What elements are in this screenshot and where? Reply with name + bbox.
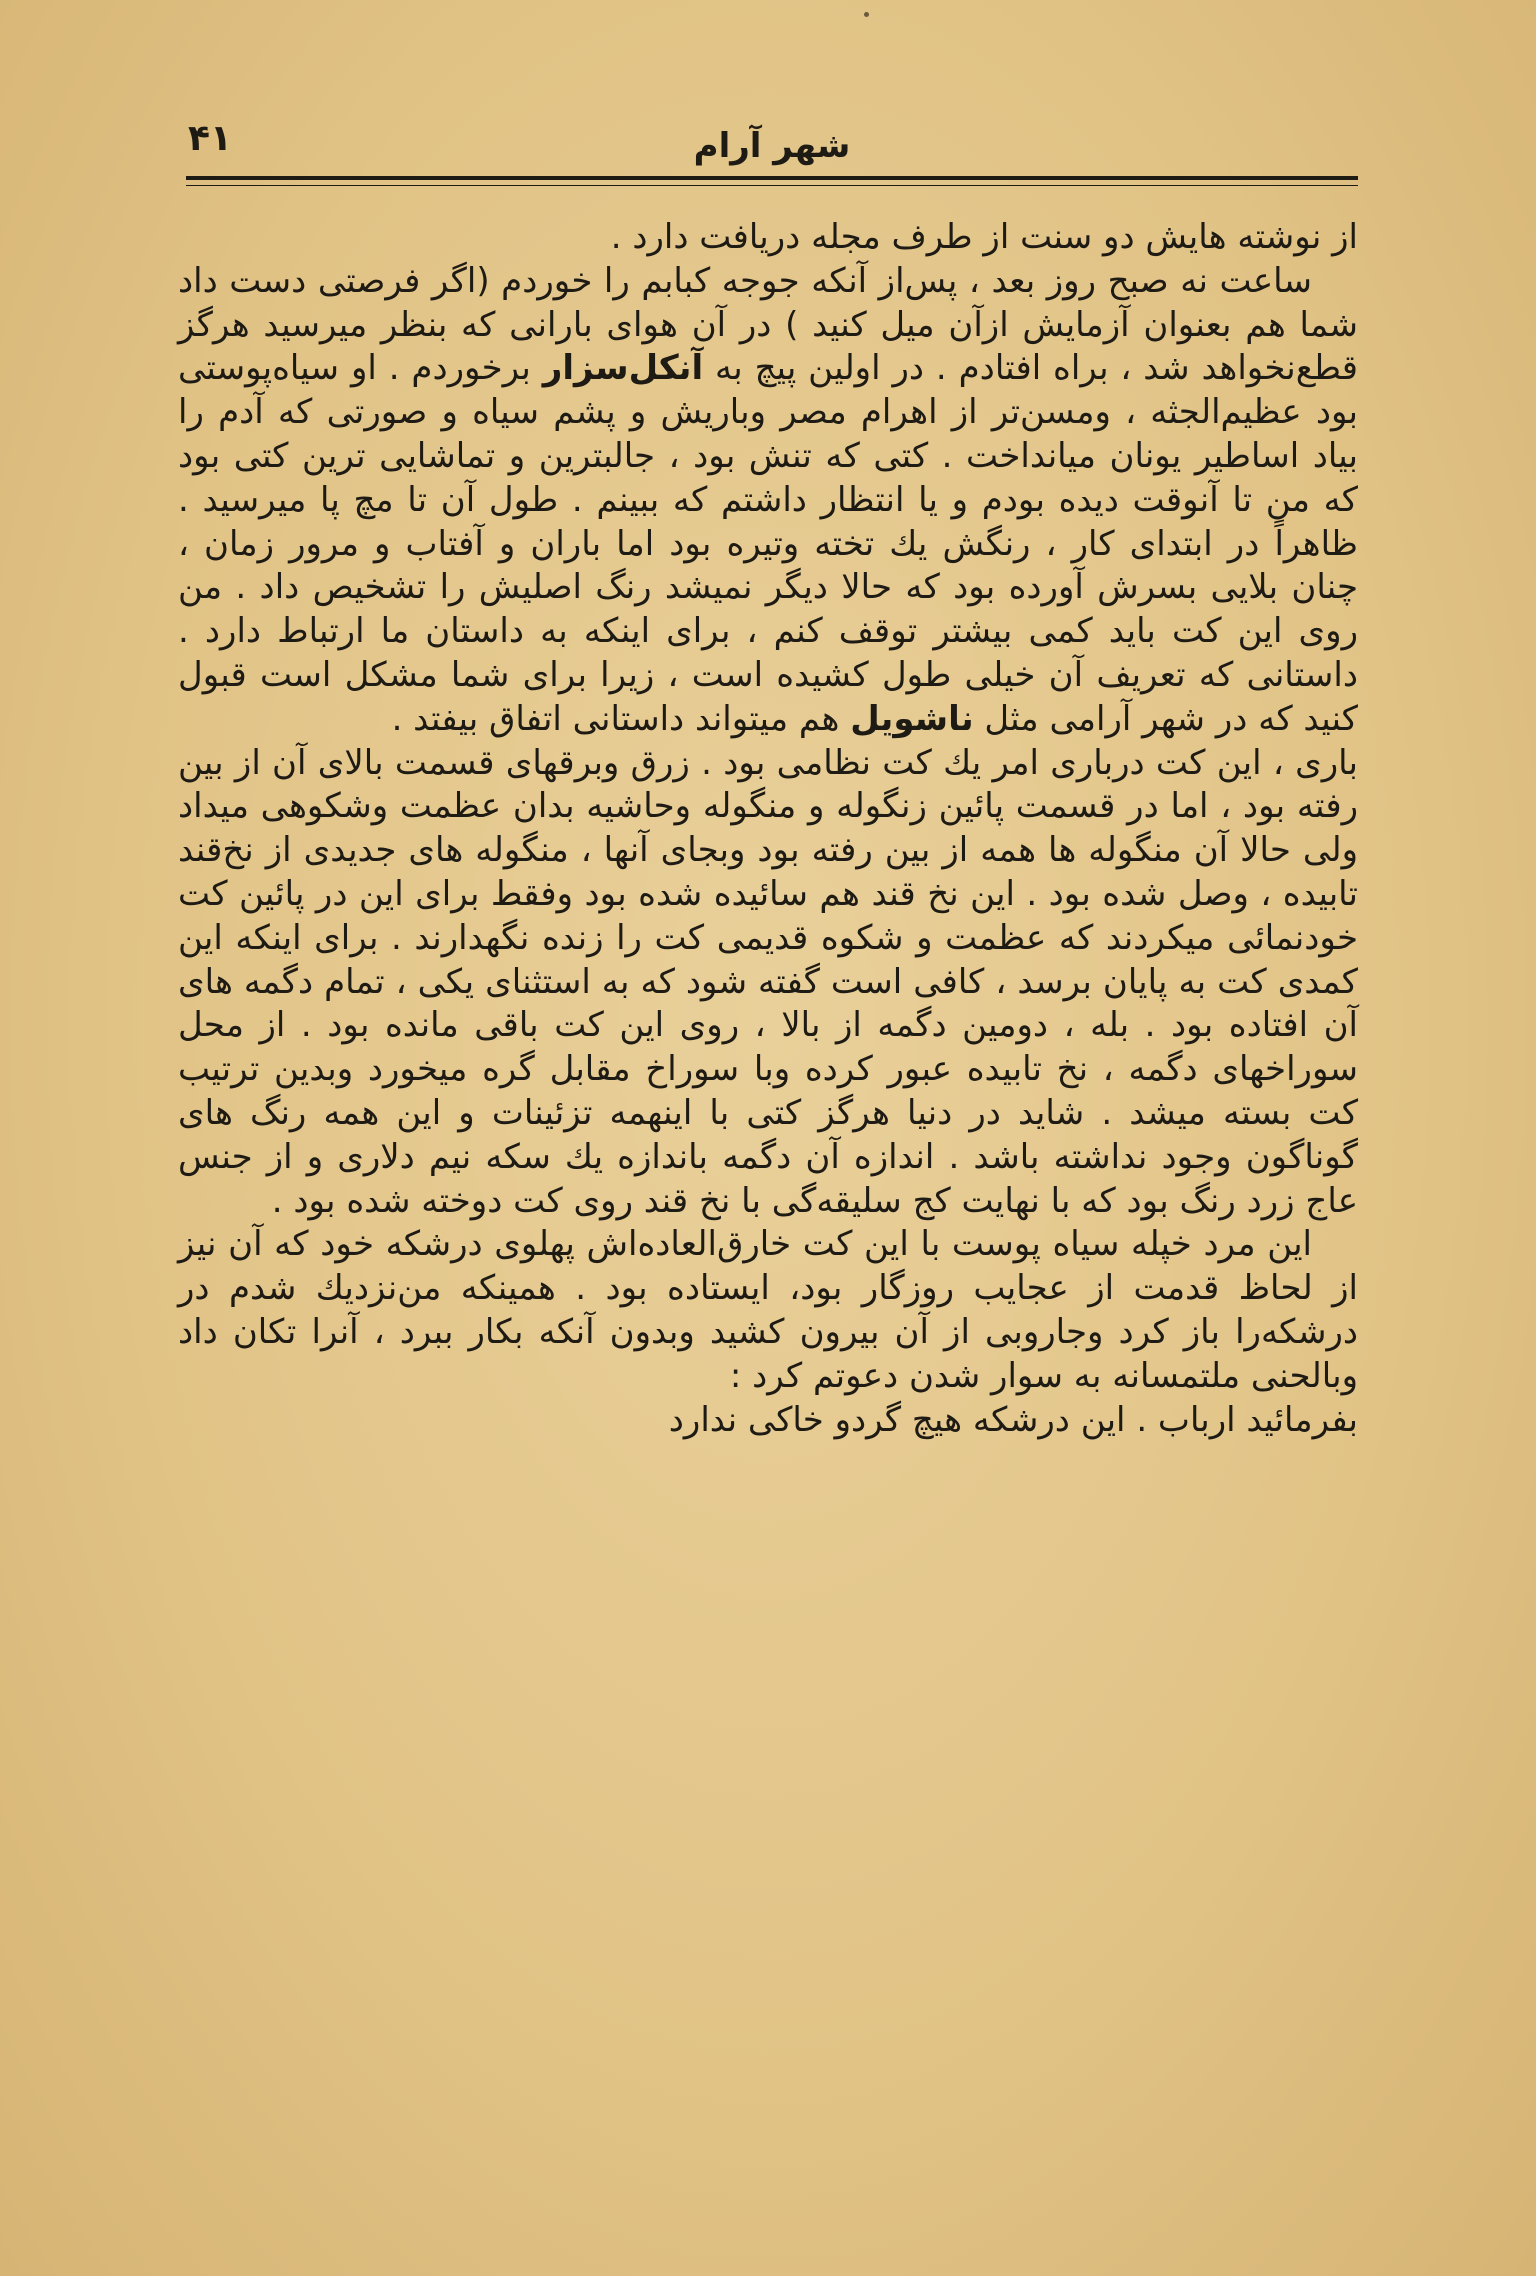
paragraph-text: برخوردم . او سیاه‌پوستی بود عظیم‌الجثه ، ومسن‌تر از اهرام مصر وباریش و پشم سیاه و صورتی که آدم را بیاد اساطیر یونان میانداخت . کتی که تنش بود ، جالبترین و تماشایی ترین کتی بود که من تا آنوقت دیده بودم و یا انتظار داشتم که ببینم . طول آن تا مچ پا میرسید . ظاهراً در ابتدای کار ، رنگش یك تخته وتیره بود اما باران و آفتاب و مرور زمان ، چنان بلایی بسرش آورده بود که حالا دیگر نمیشد رنگ اصلیش را تشخیص داد . من روی این کت باید کمی بیشتر توقف کنم ، برای اینکه به داستان ما ارتباط دارد . داستانی که تعریف آن خیلی طول کشیده است ، زیرا برای شما مشکل است قبول کنید که در شهر آرامی مثل (178, 348, 1358, 739)
paragraph: از نوشته هایش دو سنت از طرف مجله دریافت دارد . (610, 217, 1358, 257)
print-speck (864, 12, 869, 17)
paragraph-text: ساعت نه صبح روز بعد ، پس‌از آنکه جوجه کبابم را خوردم (اگر فرصتی دست داد شما هم بعنوان آزمایش ازآن میل کنید ) در آن هوای بارانی که بنظر میرسید هرگز قطع‌نخواهد شد ، براه افتادم . در اولین پیچ به (178, 260, 1358, 389)
paragraph: این مرد خپله سیاه پوست با این کت خارق‌العاده‌اش پهلوی درشکه خود که آن نیز از لحاظ قدمت از عجایب روزگار بود، ایستاده بود . همینکه من‌نزدیك شدم در درشکه‌را باز کرد وجاروبی از آن بیرون کشید وبدون آنکه بکار ببرد ، آنرا تکان داد وبالحنی ملتمسانه به سوار شدن دعوتم کرد : (178, 1224, 1358, 1396)
character-name: آنکل‌سزار (542, 348, 704, 389)
paragraph (178, 260, 1358, 742)
paragraph: باری ، این کت درباری امر یك کت نظامی بود . زرق وبرقهای قسمت بالای آن از بین رفته بود ، اما در قسمت پائین زنگوله و منگوله وحاشیه بدان عظمت وشکوهی میداد ولی حالا آن منگوله ها همه از بین رفته بود وبجای آنها ، منگوله های جدیدی از نخ‌قند تابیده ، وصل شده بود . این نخ قند هم سائیده شده بود وفقط برای این در پائین کت خودنمائی میکردند که عظمت و شکوه قدیمی کت را زنده نگهدارند . برای اینکه این کمدی کت به پایان برسد ، کافی است گفته شود که به استثنای یکی ، تمام دگمه های آن افتاده بود . بله ، دومین دگمه از بالا ، روی این کت باقی مانده بود . از محل سوراخهای دگمه ، نخ تابیده عبور کرده وبا سوراخ مقابل گره میخورد وبدین ترتیب کت بسته میشد . شاید در دنیا هرگز کتی با اینهمه تزئینات و این همه رنگ های گوناگون وجود نداشته باشد . اندازه آن دگمه باندازه یك سکه نیم دلاری و از جنس عاج زرد رنگ بود که با نهایت کج سلیقه‌گی با نخ قند روی کت دوخته شده بود . (178, 742, 1358, 1221)
article-body (178, 216, 1358, 1442)
running-title: شهر آرام (693, 126, 851, 166)
page-header (186, 112, 1358, 182)
page-number: ۴۱ (188, 118, 232, 159)
paragraph-text: هم میتواند داستانی اتفاق بیفتد . (391, 698, 851, 739)
dialogue-line: بفرمائید ارباب . این درشکه هیچ گردو خاکی ندارد (668, 1399, 1358, 1440)
place-name: ناشویل (850, 698, 974, 739)
header-rule-thick (186, 176, 1358, 180)
header-rule-thin (186, 185, 1358, 186)
